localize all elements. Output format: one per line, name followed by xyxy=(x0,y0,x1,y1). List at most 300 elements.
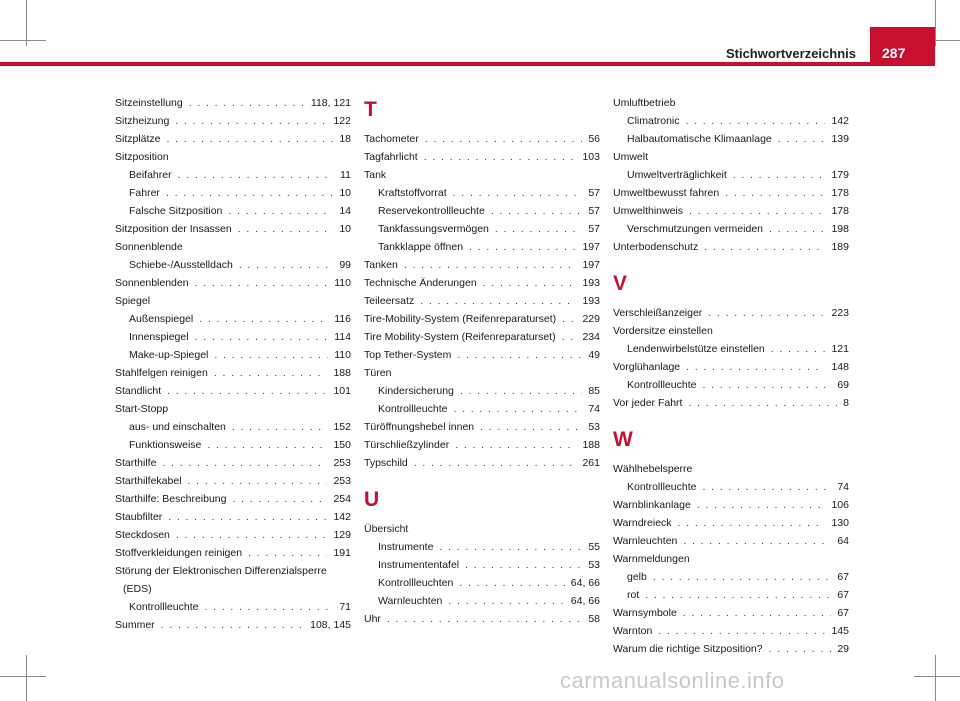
entry-page-ref: 234 xyxy=(582,331,600,343)
entry-term: Warum die richtige Sitzposition? xyxy=(613,643,763,655)
index-entry xyxy=(115,526,351,544)
section-letter: V xyxy=(613,272,628,295)
dot-leader xyxy=(161,616,304,634)
index-entry xyxy=(364,592,600,610)
entry-page-ref: 253 xyxy=(333,457,351,469)
entry-term: gelb xyxy=(627,571,647,583)
dot-leader xyxy=(769,220,825,238)
dot-leader xyxy=(689,202,825,220)
dot-leader xyxy=(704,238,825,256)
index-heading: Übersicht xyxy=(364,523,409,535)
index-entry xyxy=(613,514,849,532)
index-entry xyxy=(364,202,600,220)
entry-term: Uhr xyxy=(364,613,381,625)
dot-leader xyxy=(214,364,328,382)
entry-page-ref: 148 xyxy=(831,361,849,373)
entry-page-ref: 53 xyxy=(588,559,600,571)
index-entry xyxy=(115,472,351,490)
index-entry xyxy=(115,418,351,436)
entry-term: Falsche Sitzposition xyxy=(129,205,223,217)
dot-leader xyxy=(167,130,334,148)
index-entry xyxy=(115,166,351,184)
dot-leader xyxy=(769,640,832,658)
dot-leader xyxy=(459,574,564,592)
dot-leader xyxy=(188,472,328,490)
entry-page-ref: 85 xyxy=(588,385,600,397)
entry-term: Starthilfe: Beschreibung xyxy=(115,493,227,505)
index-heading: Tank xyxy=(364,169,387,181)
dot-leader xyxy=(658,622,825,640)
entry-term: Umwelthinweis xyxy=(613,205,684,217)
entry-page-ref: 122 xyxy=(333,115,351,127)
index-entry xyxy=(364,292,600,310)
entry-page-ref: 57 xyxy=(588,187,600,199)
index-entry xyxy=(115,490,351,508)
entry-page-ref: 191 xyxy=(333,547,351,559)
dot-leader xyxy=(168,508,327,526)
dot-leader xyxy=(495,220,582,238)
index-entry xyxy=(115,220,351,238)
entry-term: Stoffverkleidungen reinigen xyxy=(115,547,243,559)
index-entry xyxy=(115,112,351,130)
index-entry xyxy=(115,256,351,274)
index-entry xyxy=(115,274,351,292)
index-entry xyxy=(364,256,600,274)
entry-term: Warnton xyxy=(613,625,653,637)
index-entry xyxy=(115,382,351,400)
entry-term: Tanken xyxy=(364,259,398,271)
index-entry xyxy=(364,220,600,238)
dot-leader xyxy=(166,184,333,202)
index-column-3 xyxy=(613,94,849,658)
section-gap xyxy=(613,256,849,268)
index-entry xyxy=(613,622,849,640)
entry-page-ref: 101 xyxy=(333,385,351,397)
entry-term: Kontrollleuchte xyxy=(129,601,199,613)
entry-page-ref: 29 xyxy=(837,643,849,655)
index-entry xyxy=(115,94,351,112)
entry-term: Funktionsweise xyxy=(129,439,202,451)
index-heading: Vordersitze einstellen xyxy=(613,325,713,337)
entry-page-ref: 108, 145 xyxy=(310,619,351,631)
entry-term: Instrumententafel xyxy=(378,559,460,571)
dot-leader xyxy=(465,556,582,574)
entry-term: Lendenwirbelstütze einstellen xyxy=(627,343,765,355)
index-entry xyxy=(364,130,600,148)
dot-leader xyxy=(778,130,826,148)
header-rule xyxy=(0,62,935,66)
dot-leader xyxy=(725,184,825,202)
entry-page-ref: 106 xyxy=(831,499,849,511)
dot-leader xyxy=(653,568,831,586)
entry-page-ref: 103 xyxy=(582,151,600,163)
index-entry xyxy=(364,238,600,256)
index-entry xyxy=(613,532,849,550)
entry-term: Fahrer xyxy=(129,187,160,199)
index-entry xyxy=(115,436,351,454)
section-letter: U xyxy=(364,488,380,511)
dot-leader xyxy=(645,586,831,604)
dot-leader xyxy=(424,148,577,166)
entry-term: Sitzeinstellung xyxy=(115,97,183,109)
entry-term: Sitzposition der Insassen xyxy=(115,223,232,235)
page-number: 287 xyxy=(882,45,906,61)
index-entry xyxy=(115,346,351,364)
index-heading: Sonnenblende xyxy=(115,241,183,253)
entry-term: Türschließzylinder xyxy=(364,439,450,451)
entry-page-ref: 10 xyxy=(339,223,351,235)
index-entry xyxy=(115,130,351,148)
entry-term: Kontrollleuchte xyxy=(627,379,697,391)
entry-term: Halbautomatische Klimaanlage xyxy=(627,133,772,145)
index-heading: Start-Stopp xyxy=(115,403,169,415)
entry-term: Starthilfe xyxy=(115,457,157,469)
dot-leader xyxy=(439,538,582,556)
dot-leader xyxy=(228,202,333,220)
entry-page-ref: 14 xyxy=(339,205,351,217)
entry-page-ref: 142 xyxy=(333,511,351,523)
index-entry xyxy=(613,184,849,202)
index-entry xyxy=(115,184,351,202)
index-entry xyxy=(115,310,351,328)
index-entry xyxy=(364,148,600,166)
dot-leader xyxy=(702,376,831,394)
dot-leader xyxy=(697,496,826,514)
index-entry xyxy=(115,544,351,562)
index-heading: Umwelt xyxy=(613,151,649,163)
entry-term: rot xyxy=(627,589,640,601)
dot-leader xyxy=(678,514,826,532)
dot-leader xyxy=(214,346,328,364)
dot-leader xyxy=(686,358,825,376)
entry-page-ref: 18 xyxy=(339,133,351,145)
dot-leader xyxy=(387,610,582,628)
index-entry xyxy=(364,556,600,574)
index-column-1 xyxy=(115,94,351,634)
entry-term: Warnsymbole xyxy=(613,607,677,619)
entry-page-ref: 8 xyxy=(843,397,849,409)
dot-leader xyxy=(199,310,328,328)
dot-leader xyxy=(162,454,327,472)
entry-term: Tire Mobility-System (Reifenreparaturset) xyxy=(364,331,556,343)
entry-page-ref: 145 xyxy=(831,625,849,637)
entry-page-ref: 55 xyxy=(588,541,600,553)
entry-term: Sonnenblenden xyxy=(115,277,189,289)
entry-page-ref: 261 xyxy=(582,457,600,469)
dot-leader xyxy=(204,598,333,616)
entry-term: Kontrollleuchte xyxy=(378,403,448,415)
entry-term: Typschild xyxy=(364,457,408,469)
crop-mark xyxy=(935,655,936,701)
entry-term: Verschleißanzeiger xyxy=(613,307,703,319)
entry-page-ref: 150 xyxy=(333,439,351,451)
dot-leader xyxy=(178,166,334,184)
index-entry xyxy=(364,418,600,436)
entry-term: Kindersicherung xyxy=(378,385,454,397)
dot-leader xyxy=(195,328,329,346)
index-entry xyxy=(613,130,849,148)
entry-term: Sitzheizung xyxy=(115,115,170,127)
dot-leader xyxy=(686,112,826,130)
entry-term: aus- und einschalten xyxy=(129,421,226,433)
entry-page-ref: 110 xyxy=(334,349,351,361)
entry-page-ref: 49 xyxy=(588,349,600,361)
entry-page-ref: 197 xyxy=(582,259,600,271)
entry-term: Tankfassungsvermögen xyxy=(378,223,489,235)
index-entry xyxy=(364,382,600,400)
entry-page-ref: 229 xyxy=(582,313,600,325)
dot-leader xyxy=(455,436,576,454)
entry-term: Verschmutzungen vermeiden xyxy=(627,223,763,235)
section-gap xyxy=(613,412,849,424)
index-entry xyxy=(115,454,351,472)
index-entry xyxy=(613,202,849,220)
entry-term: Warnleuchten xyxy=(613,535,678,547)
dot-leader xyxy=(562,310,576,328)
entry-page-ref: 142 xyxy=(831,115,849,127)
section-letter: W xyxy=(613,428,633,451)
index-heading: Türen xyxy=(364,367,392,379)
index-entry xyxy=(364,328,600,346)
index-entry xyxy=(613,568,849,586)
dot-leader xyxy=(683,604,832,622)
entry-page-ref: 64, 66 xyxy=(570,577,600,589)
dot-leader xyxy=(189,94,305,112)
index-entry xyxy=(613,112,849,130)
entry-page-ref: 130 xyxy=(831,517,849,529)
index-entry xyxy=(613,238,849,256)
entry-page-ref: 129 xyxy=(333,529,351,541)
index-entry xyxy=(115,598,351,616)
entry-term: Top Tether-System xyxy=(364,349,452,361)
entry-page-ref: 56 xyxy=(588,133,600,145)
dot-leader xyxy=(195,274,329,292)
dot-leader xyxy=(688,394,837,412)
dot-leader xyxy=(239,256,333,274)
entry-term: Vor jeder Fahrt xyxy=(613,397,683,409)
dot-leader xyxy=(480,418,582,436)
index-entry xyxy=(364,310,600,328)
section-letter: T xyxy=(364,98,377,121)
index-entry xyxy=(364,184,600,202)
entry-term: Tire-Mobility-System (Reifenreparaturset) xyxy=(364,313,557,325)
index-entry xyxy=(613,220,849,238)
index-heading: Wählhebelsperre xyxy=(613,463,693,475)
entry-term: Technische Änderungen xyxy=(364,277,477,289)
entry-page-ref: 10 xyxy=(339,187,351,199)
entry-page-ref: 57 xyxy=(588,223,600,235)
entry-term: Schiebe-/Ausstelldach xyxy=(129,259,233,271)
entry-page-ref: 53 xyxy=(588,421,600,433)
index-entry xyxy=(613,340,849,358)
entry-page-ref: 193 xyxy=(582,277,600,289)
index-entry xyxy=(364,610,600,628)
entry-page-ref: 197 xyxy=(582,241,600,253)
entry-term: Reservekontrollleuchte xyxy=(378,205,485,217)
entry-page-ref: 116 xyxy=(334,313,351,325)
entry-page-ref: 198 xyxy=(831,223,849,235)
entry-term: Kontrollleuchten xyxy=(378,577,454,589)
entry-term: Make-up-Spiegel xyxy=(129,349,209,361)
index-heading: Warnmeldungen xyxy=(613,553,690,565)
entry-term: Summer xyxy=(115,619,155,631)
entry-page-ref: 178 xyxy=(831,187,849,199)
index-entry xyxy=(613,304,849,322)
page-title: Stichwortverzeichnis xyxy=(725,46,856,61)
index-heading: Sitzposition xyxy=(115,151,169,163)
entry-page-ref: 64 xyxy=(837,535,849,547)
index-entry xyxy=(115,364,351,382)
dot-leader xyxy=(771,340,826,358)
dot-leader xyxy=(453,400,582,418)
entry-page-ref: 64, 66 xyxy=(570,595,600,607)
dot-leader xyxy=(167,382,327,400)
entry-page-ref: 57 xyxy=(588,205,600,217)
index-entry xyxy=(613,394,849,412)
dot-leader xyxy=(702,478,831,496)
entry-page-ref: 253 xyxy=(333,475,351,487)
entry-term: Starthilfekabel xyxy=(115,475,182,487)
entry-page-ref: 193 xyxy=(582,295,600,307)
entry-page-ref: 254 xyxy=(333,493,351,505)
entry-page-ref: 69 xyxy=(837,379,849,391)
index-entry xyxy=(115,328,351,346)
index-heading: Störung der Elektronischen Differenzialsperre xyxy=(115,565,327,577)
dot-leader xyxy=(232,490,327,508)
dot-leader xyxy=(683,532,831,550)
entry-page-ref: 67 xyxy=(837,607,849,619)
index-entry xyxy=(613,376,849,394)
index-entry xyxy=(364,400,600,418)
index-entry xyxy=(364,274,600,292)
dot-leader xyxy=(248,544,327,562)
index-entry xyxy=(613,478,849,496)
section-gap xyxy=(364,472,600,484)
entry-term: Steckdosen xyxy=(115,529,170,541)
index-entry xyxy=(115,616,351,634)
crop-mark xyxy=(0,40,46,41)
entry-page-ref: 121 xyxy=(831,343,849,355)
dot-leader xyxy=(448,592,564,610)
entry-term: Instrumente xyxy=(378,541,434,553)
entry-term: Tagfahrlicht xyxy=(364,151,418,163)
entry-term: Warnblinkanlage xyxy=(613,499,691,511)
dot-leader xyxy=(733,166,826,184)
index-column-2 xyxy=(364,94,600,628)
entry-page-ref: 223 xyxy=(831,307,849,319)
entry-term: Außenspiegel xyxy=(129,313,194,325)
dot-leader xyxy=(176,526,328,544)
entry-page-ref: 11 xyxy=(340,169,351,181)
entry-term: Kontrollleuchte xyxy=(627,481,697,493)
entry-term: Standlicht xyxy=(115,385,162,397)
dot-leader xyxy=(238,220,334,238)
dot-leader xyxy=(420,292,576,310)
entry-term: Kraftstoffvorrat xyxy=(378,187,447,199)
entry-page-ref: 188 xyxy=(582,439,600,451)
crop-mark xyxy=(26,655,27,701)
entry-page-ref: 152 xyxy=(333,421,351,433)
entry-term: Unterbodenschutz xyxy=(613,241,699,253)
entry-term: Staubfilter xyxy=(115,511,163,523)
watermark: carmanualsonline.info xyxy=(560,668,785,693)
entry-term: Climatronic xyxy=(627,115,680,127)
entry-page-ref: 188 xyxy=(333,367,351,379)
dot-leader xyxy=(562,328,577,346)
entry-page-ref: 118, 121 xyxy=(310,97,351,109)
entry-page-ref: 99 xyxy=(339,259,351,271)
entry-term: Umweltverträglichkeit xyxy=(627,169,727,181)
entry-page-ref: 67 xyxy=(837,589,849,601)
index-entry xyxy=(613,640,849,658)
entry-page-ref: 67 xyxy=(837,571,849,583)
index-heading: Spiegel xyxy=(115,295,151,307)
index-entry xyxy=(364,436,600,454)
crop-mark xyxy=(0,676,46,677)
entry-page-ref: 58 xyxy=(588,613,600,625)
index-entry xyxy=(115,508,351,526)
dot-leader xyxy=(457,346,582,364)
dot-leader xyxy=(207,436,327,454)
entry-page-ref: 110 xyxy=(334,277,351,289)
index-entry xyxy=(364,538,600,556)
dot-leader xyxy=(414,454,577,472)
index-entry xyxy=(613,496,849,514)
entry-page-ref: 74 xyxy=(837,481,849,493)
index-entry xyxy=(613,586,849,604)
dot-leader xyxy=(404,256,577,274)
entry-term: Tankklappe öffnen xyxy=(378,241,464,253)
entry-page-ref: 139 xyxy=(831,133,849,145)
dot-leader xyxy=(232,418,328,436)
entry-page-ref: 71 xyxy=(339,601,351,613)
index-entry xyxy=(613,604,849,622)
dot-leader xyxy=(175,112,327,130)
index-heading: (EDS) xyxy=(123,583,152,595)
index-heading: Umluftbetrieb xyxy=(613,97,676,109)
entry-term: Vorglühanlage xyxy=(613,361,681,373)
dot-leader xyxy=(708,304,825,322)
entry-term: Teileersatz xyxy=(364,295,415,307)
index-entry xyxy=(364,454,600,472)
entry-term: Warnleuchten xyxy=(378,595,443,607)
entry-page-ref: 74 xyxy=(588,403,600,415)
crop-mark xyxy=(914,676,960,677)
entry-term: Innenspiegel xyxy=(129,331,189,343)
dot-leader xyxy=(460,382,582,400)
entry-term: Tachometer xyxy=(364,133,419,145)
dot-leader xyxy=(491,202,583,220)
index-entry xyxy=(364,574,600,592)
entry-term: Beifahrer xyxy=(129,169,172,181)
index-entry xyxy=(613,166,849,184)
index-entry xyxy=(115,202,351,220)
entry-term: Stahlfelgen reinigen xyxy=(115,367,208,379)
entry-page-ref: 189 xyxy=(831,241,849,253)
index-entry xyxy=(364,346,600,364)
entry-term: Warndreieck xyxy=(613,517,672,529)
index-entry xyxy=(613,358,849,376)
dot-leader xyxy=(483,274,577,292)
entry-term: Türöffnungshebel innen xyxy=(364,421,475,433)
entry-term: Umweltbewusst fahren xyxy=(613,187,720,199)
dot-leader xyxy=(469,238,576,256)
entry-page-ref: 179 xyxy=(831,169,849,181)
dot-leader xyxy=(425,130,582,148)
entry-page-ref: 178 xyxy=(831,205,849,217)
entry-term: Sitzplätze xyxy=(115,133,161,145)
entry-page-ref: 114 xyxy=(334,331,351,343)
